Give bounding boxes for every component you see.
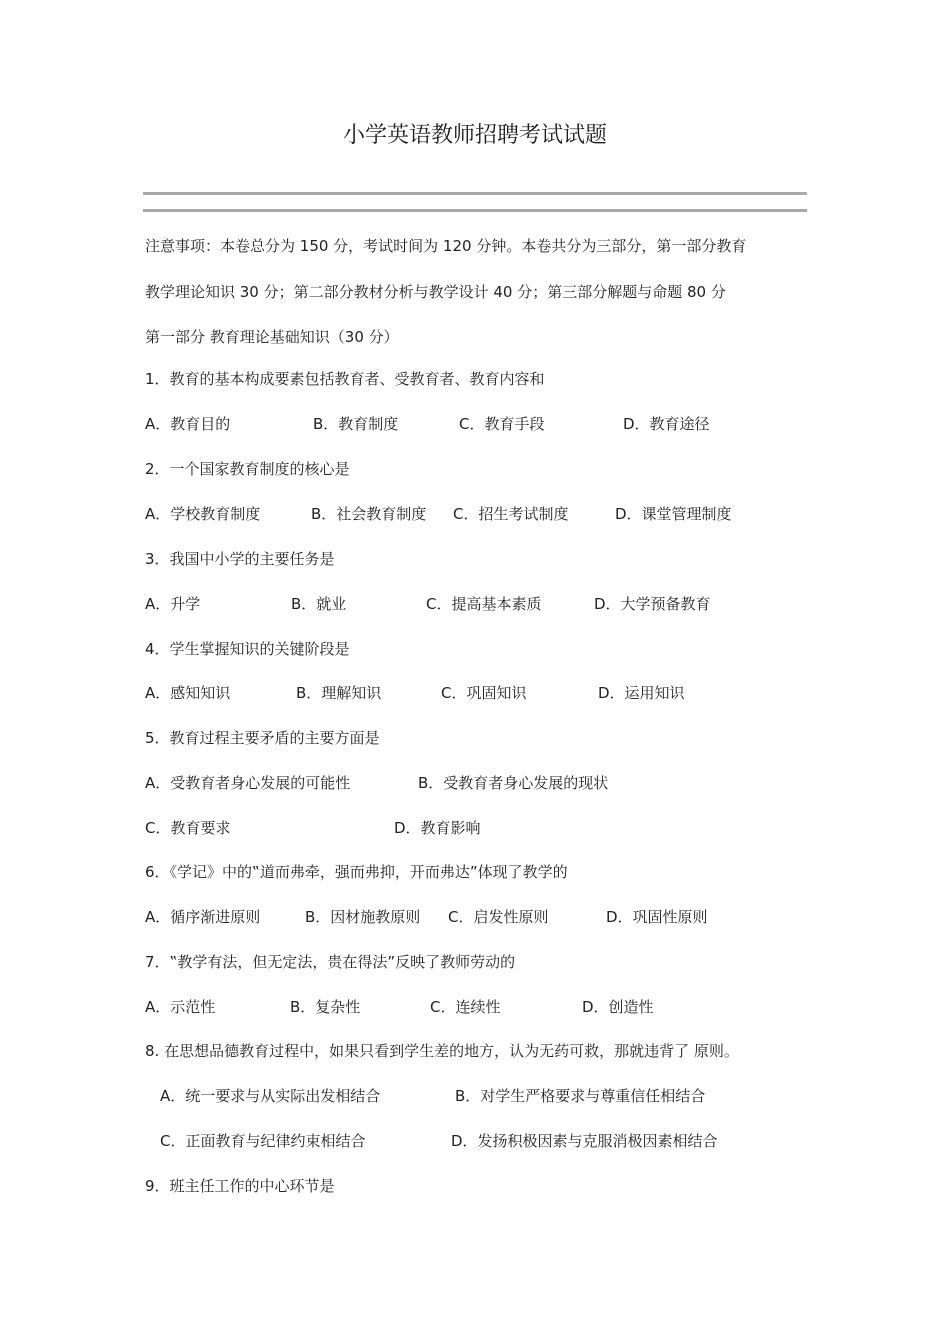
question-8-option-c: C．正面教育与纪律约束相结合 [160,1132,366,1150]
question-6-option-a: A．循序渐进原则 [145,908,261,926]
divider-bottom [143,209,807,212]
notice-line-1: 注意事项：本卷总分为 150 分，考试时间为 120 分钟。本卷共分为三部分，第一部分教育 [145,237,747,255]
question-3-option-c: C．提高基本素质 [426,595,542,613]
question-6-option-d: D．巩固性原则 [606,908,708,926]
question-5-option-c: C．教育要求 [145,819,231,837]
question-7-option-c: C．连续性 [430,998,501,1016]
question-9-stem: 9．班主任工作的中心环节是 [145,1177,335,1195]
question-7-stem: 7．‟教学有法，但无定法，贵在得法”反映了教师劳动的 [145,953,516,971]
question-4-option-b: B．理解知识 [296,684,382,702]
divider-top [143,192,807,195]
question-8-option-a: A．统一要求与从实际出发相结合 [160,1087,381,1105]
question-4-option-c: C．巩固知识 [441,684,527,702]
question-2-option-d: D．课堂管理制度 [615,505,732,523]
question-1-option-a: A．教育目的 [145,415,231,433]
question-6-option-b: B．因材施教原则 [305,908,421,926]
question-8-option-b: B．对学生严格要求与尊重信任相结合 [455,1087,706,1105]
question-5-option-d: D．教育影响 [394,819,481,837]
question-1-option-b: B．教育制度 [313,415,399,433]
question-8-option-d: D．发扬积极因素与克服消极因素相结合 [451,1132,718,1150]
question-1-stem: 1．教育的基本构成要素包括教育者、受教育者、教育内容和 [145,370,545,388]
question-3-option-b: B．就业 [291,595,347,613]
question-7-option-a: A．示范性 [145,998,216,1016]
question-2-stem: 2．一个国家教育制度的核心是 [145,460,350,478]
question-6-option-c: C．启发性原则 [448,908,549,926]
question-3-option-a: A．升学 [145,595,201,613]
question-4-stem: 4．学生掌握知识的关键阶段是 [145,640,350,658]
section-heading: 第一部分 教育理论基础知识（30 分） [145,328,399,346]
question-3-stem: 3．我国中小学的主要任务是 [145,550,335,568]
question-7-option-d: D．创造性 [582,998,654,1016]
question-7-option-b: B．复杂性 [290,998,361,1016]
notice-line-2: 教学理论知识 30 分；第二部分教材分析与教学设计 40 分；第三部分解题与命题 80 分 [145,283,726,301]
question-3-option-d: D．大学预备教育 [594,595,711,613]
question-8-stem: 8. 在思想品德教育过程中，如果只看到学生差的地方，认为无药可救，那就违背了 原则。 [145,1042,739,1060]
question-1-option-d: D．教育途径 [623,415,710,433]
question-2-option-b: B．社会教育制度 [311,505,427,523]
question-4-option-d: D．运用知识 [598,684,685,702]
question-2-option-a: A．学校教育制度 [145,505,261,523]
question-4-option-a: A．感知知识 [145,684,231,702]
question-5-stem: 5．教育过程主要矛盾的主要方面是 [145,729,380,747]
question-5-option-b: B．受教育者身心发展的现状 [418,774,609,792]
question-6-stem: 6．《学记》中的‟道而弗牵，强而弗抑，开而弗达”体现了教学的 [145,863,568,881]
question-1-option-c: C．教育手段 [459,415,545,433]
question-5-option-a: A．受教育者身心发展的可能性 [145,774,351,792]
page-title: 小学英语教师招聘考试试题 [342,123,607,148]
question-2-option-c: C．招生考试制度 [453,505,569,523]
